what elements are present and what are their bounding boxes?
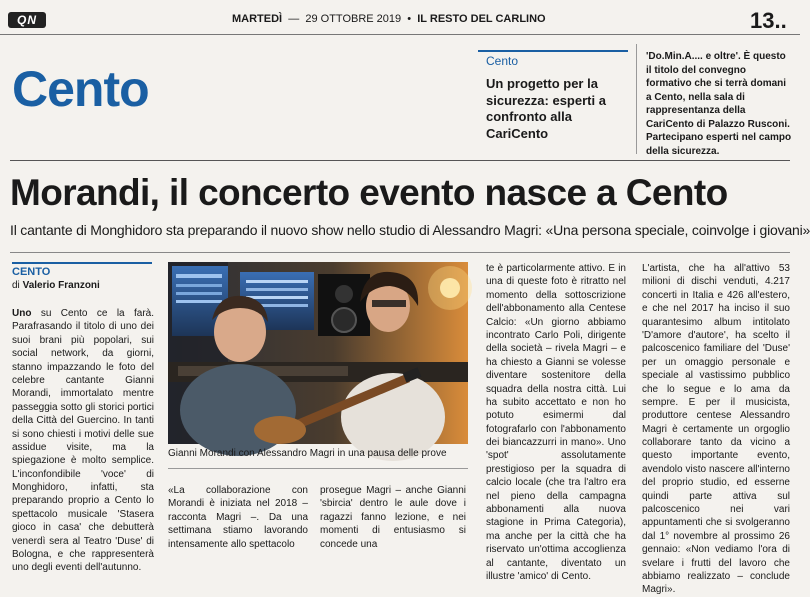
header-newspaper: IL RESTO DEL CARLINO [417,13,546,25]
teaser-tag: Cento [486,54,519,68]
newspaper-logo: QN [8,12,46,28]
column-text: su Cento ce la farà. Parafrasando il titolo di uno dei suoi brani più popolari, sui social network, da giorni, stanno impazzando le foto del celebre cantante Gianni Morandi, immortalato mentre passeggia sotto gli storici portici della Città del Guercino. In tanti si sono chiesti i motivi delle sue assidue visite, ma la spiegazione è molto semplice. L'inconfondibile 'voce' di Monghidoro, infatti, sta preparando proprio a Cento lo spettacolo musicale 'Stasera gioco in casa' che debutterà venerdì sera al Teatro 'Duse' di Bologna, e che rappresenterà uno degli eventi dell'autunno. [12,308,154,574]
article-photo [168,262,468,444]
page-number: 13.. [750,8,787,33]
article-column-4: te è particolarmente attivo. E in una di queste foto è ritratto nel momento della sottoscrizione dell'abbonamento alla Centese Calcio: «Un giorno abbiamo incontrato Carlo Poli, dirigente della società – rivela Magri – e ha chiesto a Gianni se volesse diventare sostenitore della squadra della nostra città. Lui ha subito accettato e non ho potuto esimermi dal fotografarlo con l'abbonamento dei biancazzurri in mano». Uno 'spot' assolutamente prestigioso per la squadra di calcio locale (che tra l'altro era nel pieno della campagna abbonamenti alla nuova stagione in Prima Categoria), ma anche per la città che ha riservato un'ottima accoglienza al cantante, diventato un illustre 'amico' di Cento. [486,263,626,582]
header-day: MARTEDÌ [232,13,283,25]
teaser-title: Un progetto per la sicurezza: esperti a confronto alla CariCento [486,76,606,141]
article-subhead: Il cantante di Monghidoro sta preparando il nuovo show nello studio di Alessandro Magri: «Una persona speciale, coinvolge i giovani» [10,222,810,238]
header-divider [0,34,800,35]
teaser-divider [478,50,628,52]
studio-photo-illustration [168,262,468,444]
article-headline: Morandi, il concerto evento nasce a Cento [10,172,728,213]
article-column-2: «La collaborazione con Morandi è iniziata nel 2018 – racconta Magri –. Da una settimana stiamo lavorando intensamente allo spettacolo [168,485,308,550]
byline-place: CENTO [12,266,51,278]
headline-divider [10,160,790,161]
caption-divider [168,468,468,469]
info-box: 'Do.Min.A.... e oltre'. È questo il titolo del convegno formativo che si terrà domani a Cento, nella sala di rappresentanza della CariCento di Palazzo Rusconi. Partecipano esperti nel campo della sicurezza. [646,51,792,157]
photo-caption: Gianni Morandi con Alessandro Magri in una pausa delle prove [168,448,447,459]
header-separator: — [285,13,303,25]
article-column-3: prosegue Magri – anche Gianni 'sbircia' dentro le aule dove i ragazzi fanno lezione, e nei momenti di entusiasmo si concede una [320,485,466,550]
page-header [232,13,546,25]
header-separator: • [404,13,415,25]
byline-divider [12,262,152,264]
box-divider [636,44,637,154]
article-column-5: L'artista, che ha all'attivo 53 milioni di dischi venduti, 4.217 concerti in Italia e 426 all'estero, e che nel 2017 ha inciso il suo quarantesimo album intitolato 'D'amore d'autore', ha scelto il palcoscenico familiare del 'Duse' per un omaggio personale e speciale al vastissimo pubblico che lo segue e lo ama da sempre. E per il musicista, produttore centese Alessandro Magri è certamente un orgoglio collaborare tanto da vicino a questo importante evento, avendolo visto nascere all'interno del proprio studio, ed esserne quindi parte attiva sul palcoscenico nei vari appuntamenti che si svolgeranno dal 1° novembre al prossimo 26 gennaio: «Non vediamo l'ora di svelare i frutti del lavoro che abbiamo realizzato – conclude Magri». [642,263,790,596]
article-column-1 [12,307,154,574]
subhead-divider [10,252,790,253]
header-date: 29 OTTOBRE 2019 [305,13,402,25]
byline-author: di Valerio Franzoni [12,280,100,291]
section-title: Cento [12,61,149,117]
lead-word: Uno [12,308,32,319]
